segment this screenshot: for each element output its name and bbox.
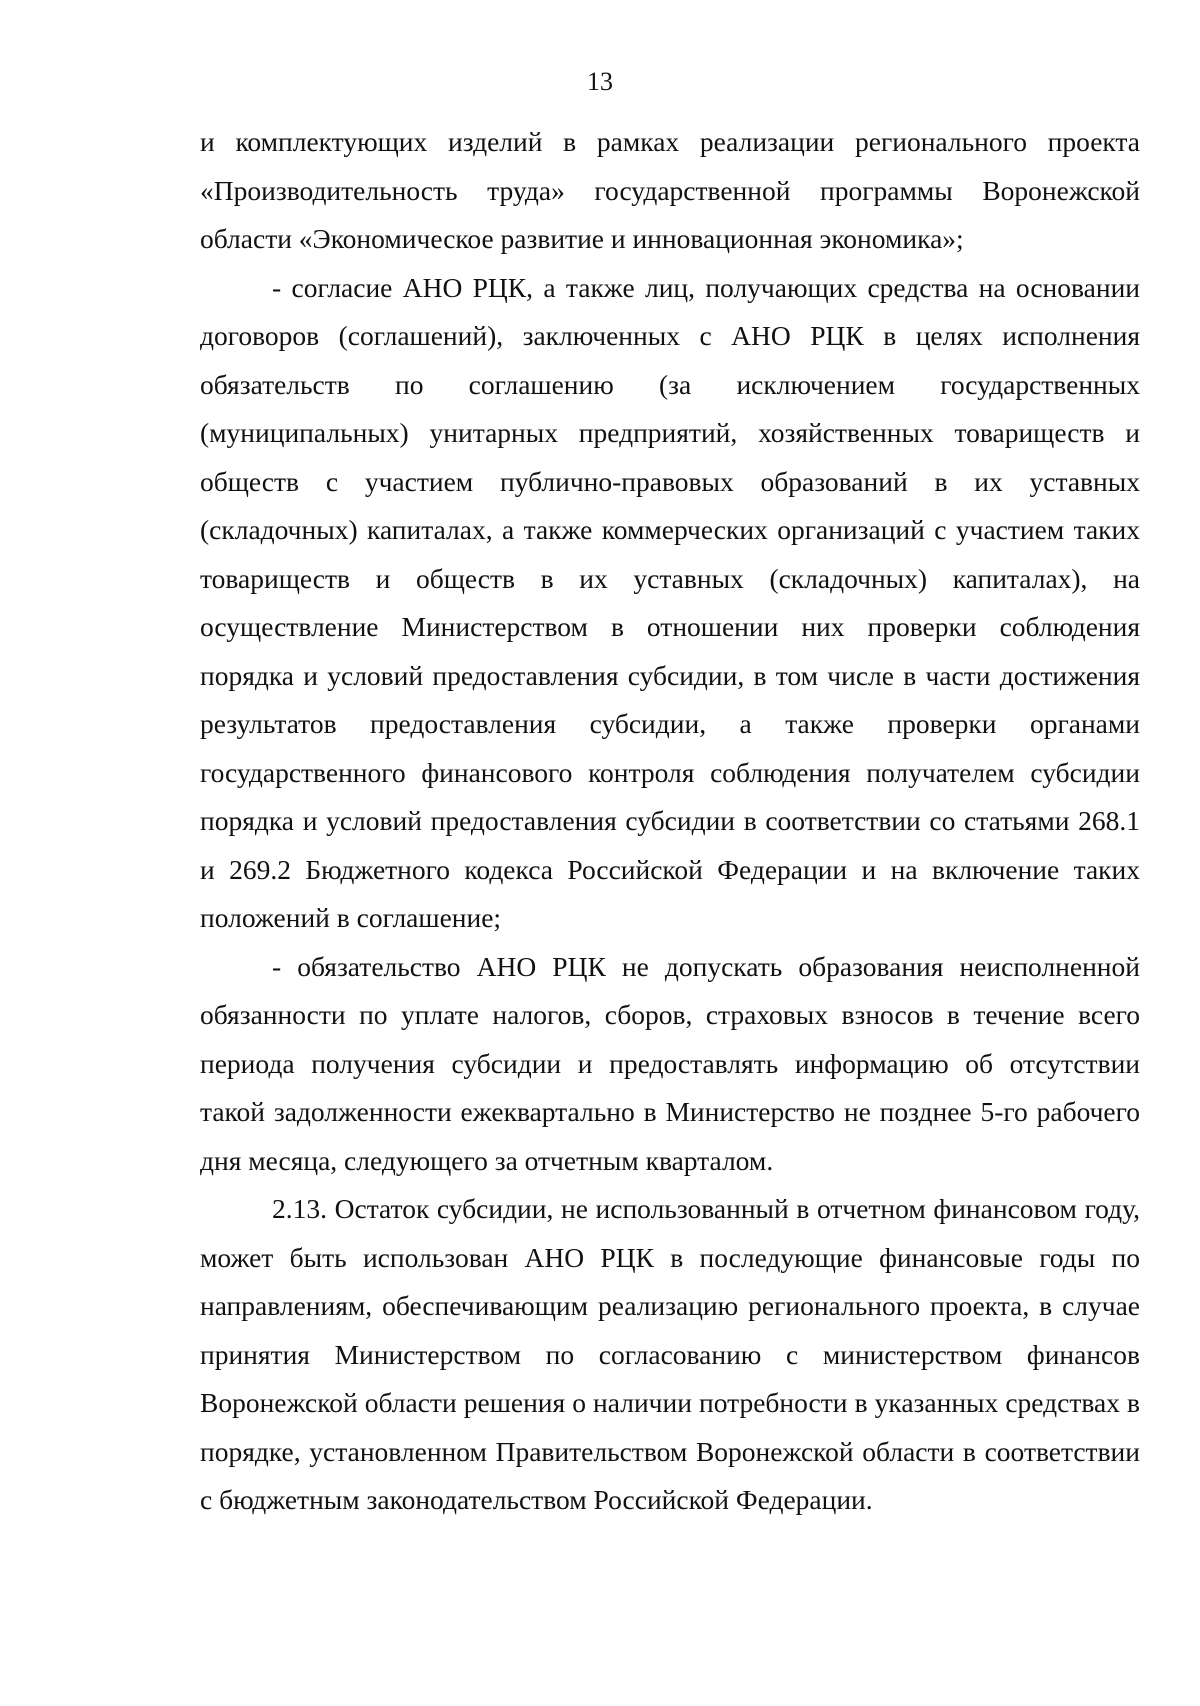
paragraph-section-2-13: 2.13. Остаток субсидии, не использованный в отчетном финансовом году, может быть использован АНО РЦК в последующие финансовые годы по направлениям, обеспечивающим реализацию регионального проекта, в случае принятия Министерством по согласованию с министерством финансов Воронежской области решения о наличии потребности в указанных средствах в порядке, установленном Правительством Воронежской области в соответствии с бюджетным законодательством Российской Федерации. (200, 1193, 1140, 1515)
paragraph-consent: - согласие АНО РЦК, а также лиц, получающих средства на основании договоров (соглашений), заключенных с АНО РЦК в целях исполнения обязательств по соглашению (за исключением государственных (муниципальных) унитарных предприятий, хозяйственных товариществ и обществ с участием публично-правовых образований в их уставных (складочных) капиталах, а также коммерческих организаций с участием таких товариществ и обществ в их уставных (складочных) капиталах), на осуществление Министерством в отношении них проверки соблюдения порядка и условий предоставления субсидии, в том числе в части достижения результатов предоставления субсидии, а также проверки органами государственного финансового контроля соблюдения получателем субсидии порядка и условий предоставления субсидии в соответствии со статьями 268.1 и 269.2 Бюджетного кодекса Российской Федерации и на включение таких положений в соглашение; (200, 271, 1140, 933)
paragraph-obligation: - обязательство АНО РЦК не допускать образования неисполненной обязанности по уплате налогов, сборов, страховых взносов в течение всего периода получения субсидии и предоставлять информацию об отсутствии такой задолженности ежеквартально в Министерство не позднее 5-го рабочего дня месяца, следующего за отчетным кварталом. (200, 950, 1140, 1176)
page-number: 13 (587, 67, 613, 96)
paragraph-continuation: и комплектующих изделий в рамках реализации регионального проекта «Производительность труда» государственной программы Воронежской области «Экономическое развитие и инновационная экономика»; (200, 126, 1140, 254)
document-body (200, 118, 1140, 1525)
